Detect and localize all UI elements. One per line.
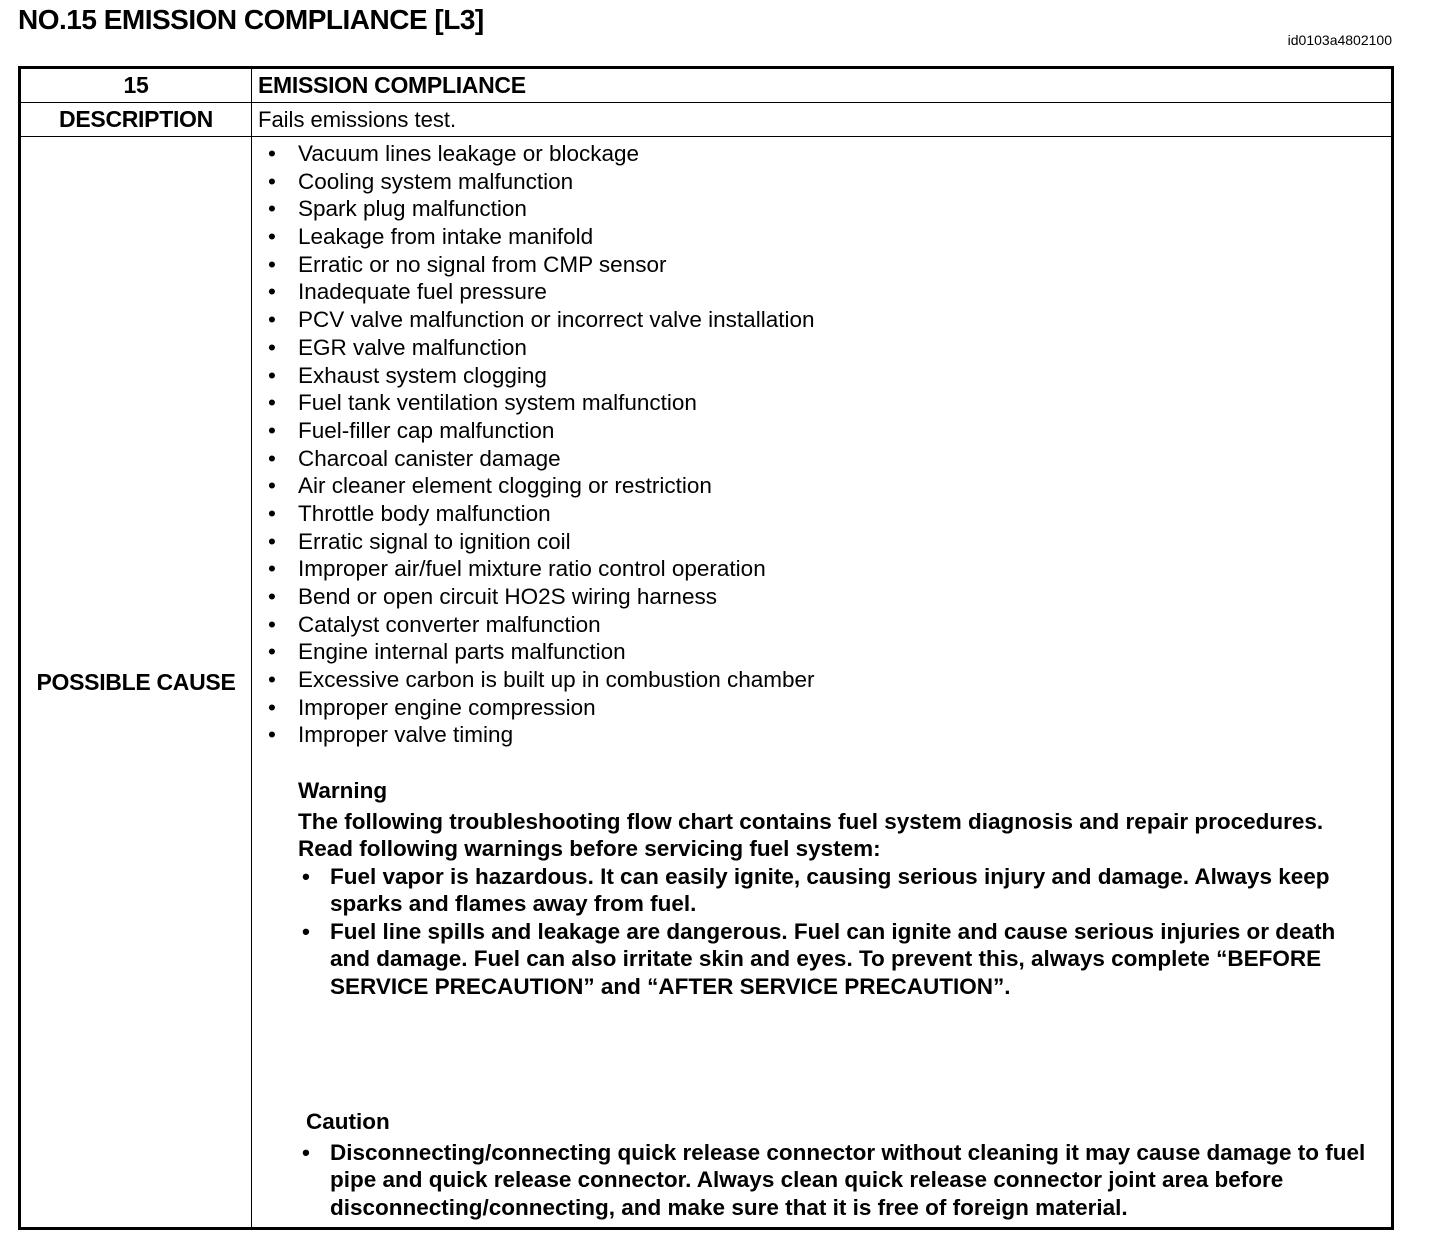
warning-block <box>298 777 1378 1000</box>
bullet-icon: • <box>268 445 276 471</box>
warning-item <box>298 918 1378 1001</box>
bullet-icon: • <box>268 500 276 526</box>
cause-item <box>266 666 1391 694</box>
cause-item-text: Charcoal canister damage <box>298 445 561 471</box>
cause-item <box>266 611 1391 639</box>
bullet-icon: • <box>268 667 276 693</box>
troubleshooting-table <box>18 66 1394 1230</box>
bullet-icon: • <box>268 362 276 388</box>
description-text: Fails emissions test. <box>252 103 1392 137</box>
cause-item <box>266 583 1391 611</box>
cause-item <box>266 638 1391 666</box>
caution-item <box>298 1139 1388 1222</box>
cause-item <box>266 417 1391 445</box>
bullet-icon: • <box>302 918 310 944</box>
possible-cause-label: POSSIBLE CAUSE <box>21 137 252 1228</box>
bullet-icon: • <box>268 251 276 277</box>
cause-item <box>266 445 1391 473</box>
caution-heading: Caution <box>306 1109 390 1134</box>
cause-item <box>266 223 1391 251</box>
bullet-icon: • <box>268 694 276 720</box>
cause-item-text: Erratic signal to ignition coil <box>298 528 571 554</box>
cause-item <box>266 528 1391 556</box>
bullet-icon: • <box>268 307 276 333</box>
cause-item <box>266 334 1391 362</box>
cause-item-text: Air cleaner element clogging or restriction <box>298 473 712 499</box>
cause-item-text: Cooling system malfunction <box>298 168 574 194</box>
cause-item <box>266 555 1391 583</box>
bullet-icon: • <box>268 224 276 250</box>
warning-item <box>298 863 1378 918</box>
bullet-icon: • <box>268 279 276 305</box>
cause-item <box>266 362 1391 390</box>
bullet-icon: • <box>268 639 276 665</box>
cause-item-text: Leakage from intake manifold <box>298 224 594 250</box>
warning-heading: Warning <box>298 778 388 803</box>
warning-list <box>298 863 1378 1001</box>
bullet-icon: • <box>268 168 276 194</box>
cause-item <box>266 168 1391 196</box>
bullet-icon: • <box>268 611 276 637</box>
warning-item-text: Fuel line spills and leakage are dangerous. Fuel can ignite and cause serious injuries or death and damage. Fuel can also irritate skin and eyes. To prevent this, always complete “BEFORE SERVICE PRECAUTION” and “AFTER SERVICE PRECAUTION”. <box>330 918 1336 999</box>
cause-item-text: Improper air/fuel mixture ratio control operation <box>298 556 766 582</box>
cause-item-text: Inadequate fuel pressure <box>298 279 547 305</box>
page-title: NO.15 EMISSION COMPLIANCE [L3] <box>18 4 484 35</box>
bullet-icon: • <box>268 473 276 499</box>
cause-item-text: Improper valve timing <box>298 722 514 748</box>
bullet-icon: • <box>268 417 276 443</box>
cause-item-text: PCV valve malfunction or incorrect valve installation <box>298 307 815 333</box>
bullet-icon: • <box>268 556 276 582</box>
cause-item <box>266 306 1391 334</box>
cause-item-text: EGR valve malfunction <box>298 334 527 360</box>
cause-item-text: Excessive carbon is built up in combustion chamber <box>298 667 815 693</box>
caution-item-text: Disconnecting/connecting quick release connector without cleaning it may cause damage to fuel pipe and quick release connector. Always clean quick release connector joint area before disconnecting/connecting, and make sure that it is free of foreign material. <box>330 1139 1366 1220</box>
table-header-row <box>21 69 1392 103</box>
cause-item-text: Spark plug malfunction <box>298 196 527 222</box>
symptom-name: EMISSION COMPLIANCE <box>252 69 1392 103</box>
cause-item <box>266 721 1391 749</box>
possible-cause-row <box>21 137 1392 1228</box>
cause-item <box>266 251 1391 279</box>
bullet-icon: • <box>268 141 276 166</box>
cause-item-text: Exhaust system clogging <box>298 362 547 388</box>
cause-item <box>266 140 1391 168</box>
bullet-icon: • <box>268 528 276 554</box>
bullet-icon: • <box>268 334 276 360</box>
warning-item-text: Fuel vapor is hazardous. It can easily ignite, causing serious injury and damage. Always keep sparks and flames away from fuel. <box>330 863 1330 916</box>
cause-item <box>266 500 1391 528</box>
warning-intro: The following troubleshooting flow chart contains fuel system diagnosis and repair procedures. Read following warnings before servicing fuel system: <box>298 808 1324 861</box>
caution-block <box>298 1108 1388 1221</box>
possible-cause-list <box>252 137 1391 749</box>
bullet-icon: • <box>268 584 276 609</box>
description-row <box>21 103 1392 137</box>
cause-item-text: Fuel-filler cap malfunction <box>298 417 555 443</box>
cause-item-text: Vacuum lines leakage or blockage <box>298 141 640 166</box>
possible-cause-content <box>252 137 1392 1228</box>
document-id: id0103a4802100 <box>1287 32 1392 48</box>
bullet-icon: • <box>302 863 310 889</box>
caution-list <box>298 1139 1388 1222</box>
cause-item-text: Throttle body malfunction <box>298 500 551 526</box>
cause-item <box>266 694 1391 722</box>
description-label: DESCRIPTION <box>21 103 252 137</box>
cause-item <box>266 472 1391 500</box>
symptom-number: 15 <box>21 69 252 103</box>
bullet-icon: • <box>268 390 276 416</box>
cause-item-text: Engine internal parts malfunction <box>298 639 626 665</box>
cause-item-text: Erratic or no signal from CMP sensor <box>298 251 667 277</box>
cause-item <box>266 278 1391 306</box>
cause-item <box>266 195 1391 223</box>
cause-item-text: Bend or open circuit HO2S wiring harness <box>298 584 717 609</box>
cause-item-text: Catalyst converter malfunction <box>298 611 601 637</box>
cause-item-text: Fuel tank ventilation system malfunction <box>298 390 697 416</box>
bullet-icon: • <box>268 196 276 222</box>
bullet-icon: • <box>268 722 276 748</box>
cause-item <box>266 389 1391 417</box>
cause-item-text: Improper engine compression <box>298 694 596 720</box>
bullet-icon: • <box>302 1139 310 1165</box>
